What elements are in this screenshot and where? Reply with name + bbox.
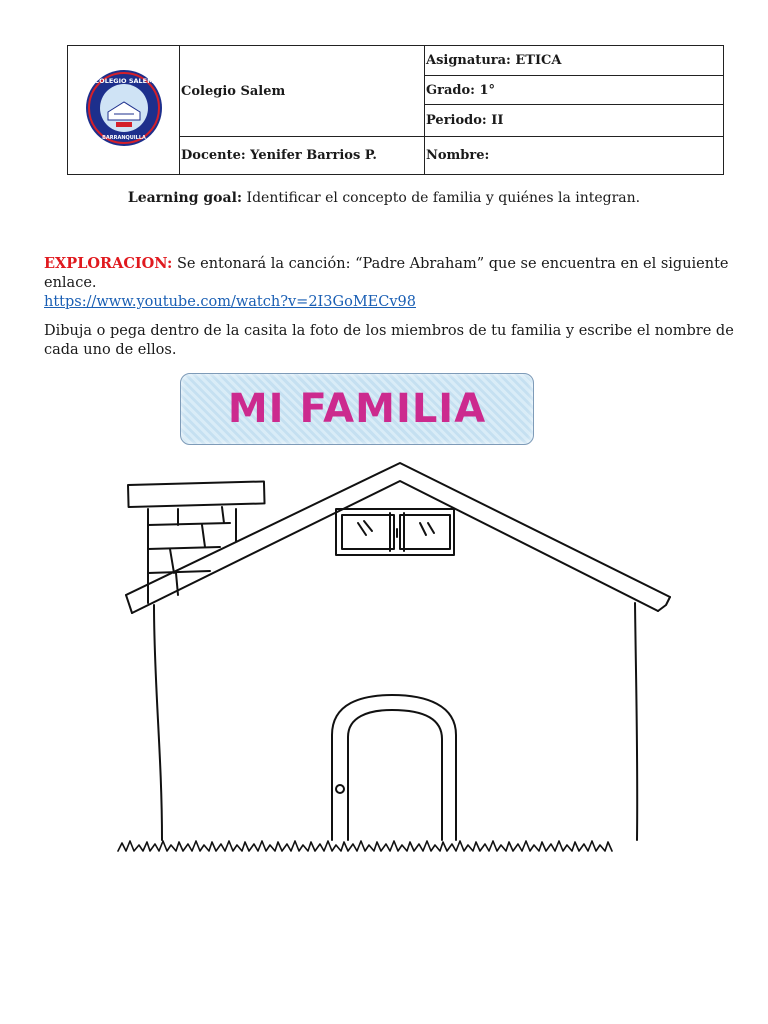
mi-familia-banner [180,373,534,445]
right-wall [635,603,637,840]
left-wall [154,605,162,840]
exploration [44,254,734,293]
exploration-text: Se entonará la canción: “Padre Abraham” que se encuentra en el siguiente enlace. [44,256,729,291]
logo-cell [68,46,180,175]
grade-cell: Grado: 1° [425,76,724,105]
learning-goal [0,190,768,206]
teacher-cell: Docente: Yenifer Barrios P. [180,137,425,175]
video-link[interactable]: https://www.youtube.com/watch?v=2I3GoMECv98 [44,294,416,310]
house-drawing[interactable] [110,455,685,865]
header-table [67,45,724,175]
school-name: Colegio Salem [180,46,425,137]
instruction: Dibuja o pega dentro de la casita la foto de los miembros de tu familia y escribe el nombre de cada uno de ellos. [44,323,734,358]
subject-cell: Asignatura: ETICA [425,46,724,76]
logo-top-text: COLEGIO SALEM [94,77,154,85]
door [332,695,456,840]
learning-goal-text: Identificar el concepto de familia y quiénes la integran. [246,190,641,206]
school-logo [84,68,164,148]
grass [118,841,612,851]
period-cell: Periodo: II [425,105,724,137]
logo-bottom-text: BARRANQUILLA [102,135,146,141]
exploration-label: EXPLORACION: [44,255,173,272]
video-link-row [44,293,734,312]
name-field[interactable]: Nombre: [425,137,724,175]
roof [126,463,670,613]
banner-title: MI FAMILIA [227,386,487,432]
learning-goal-label: Learning goal: [127,190,243,206]
attic-window [336,509,454,555]
